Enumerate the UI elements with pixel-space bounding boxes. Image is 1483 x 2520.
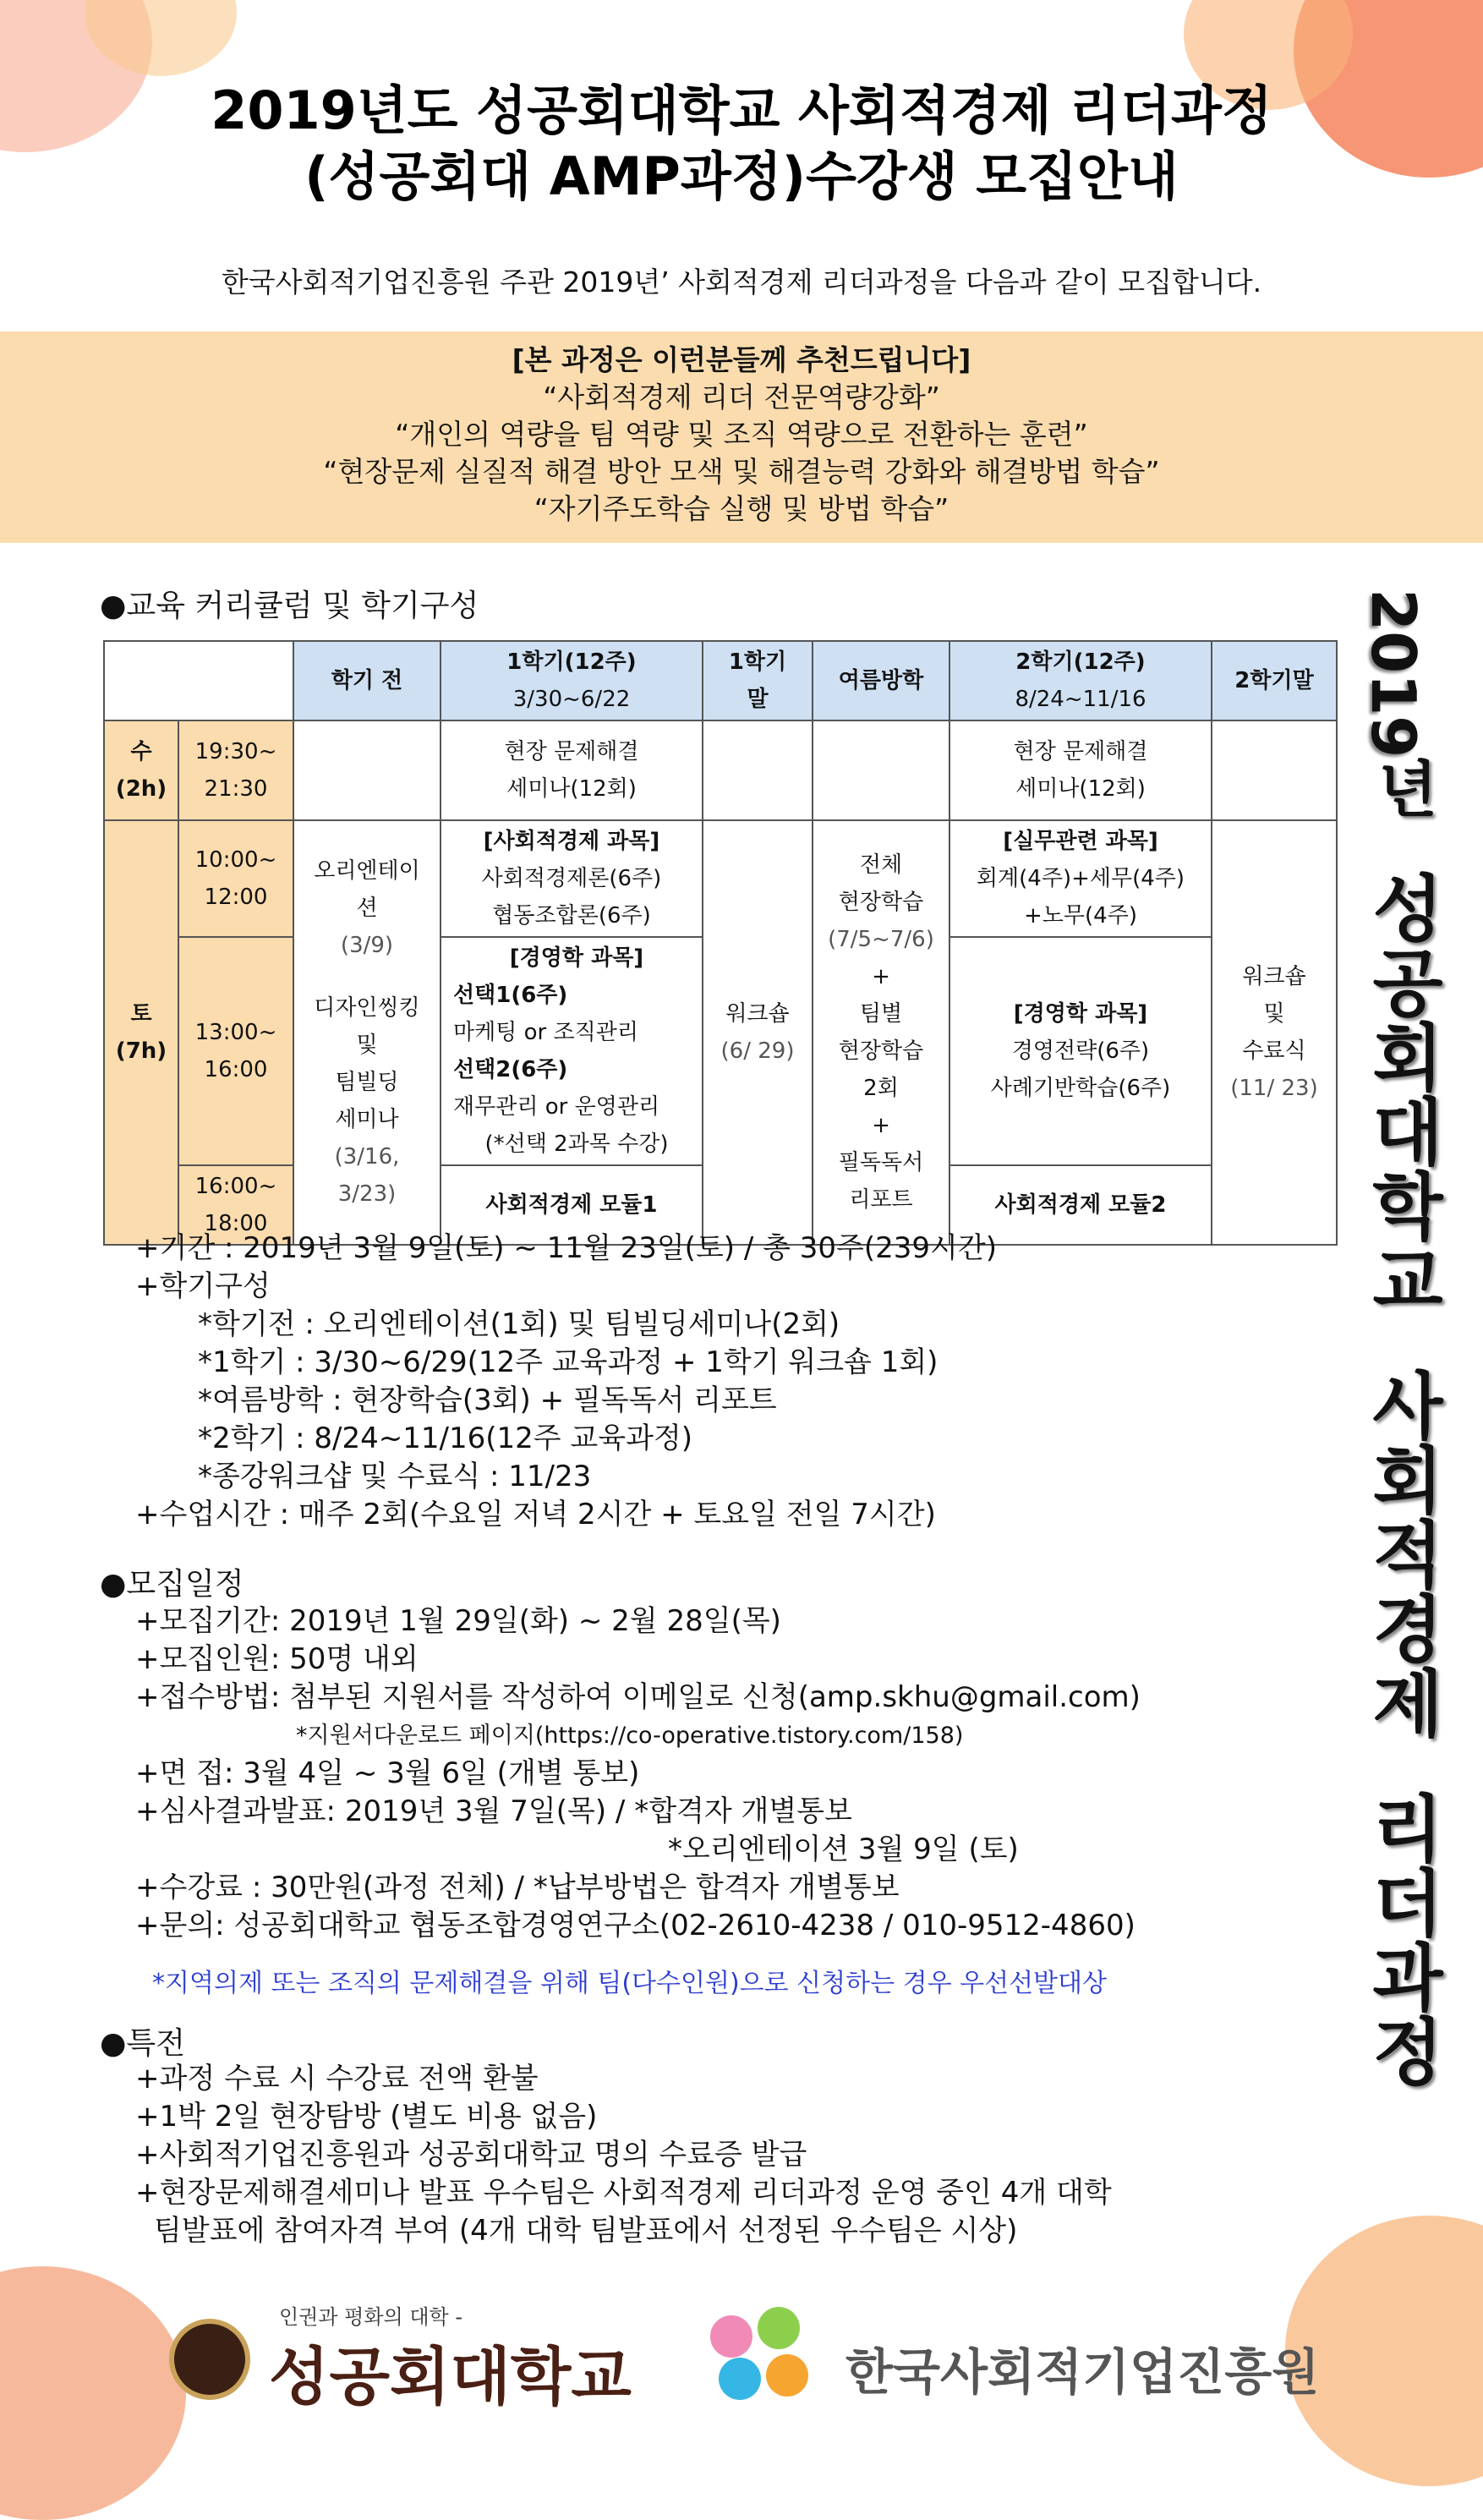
cell-text: 세미나(12회) xyxy=(1015,776,1146,802)
title-line-1: 2019년도 성공회대학교 사회적경제 리더과정 xyxy=(211,79,1272,141)
curriculum-heading-text: 교육 커리큘럼 및 학기구성 xyxy=(126,589,479,623)
cell-wed-s2 xyxy=(949,720,1212,820)
detail-hours: +수업시간 : 매주 2회(수요일 저녁 2시간 + 토요일 전일 7시간) xyxy=(135,1498,936,1531)
benefits-heading xyxy=(100,2019,185,2063)
time-sat-1 xyxy=(178,820,293,937)
recruit-period: +모집기간: 2019년 1월 29일(화) ~ 2월 28일(목) xyxy=(135,1604,781,1638)
recommend-item: “현장문제 실질적 해결 방안 모색 및 해결능력 강화와 해결방법 학습” xyxy=(323,455,1160,488)
detail-s1: *1학기 : 3/30~6/29(12주 교육과정 + 1학기 워크숍 1회) xyxy=(198,1345,939,1379)
side-char: 회 xyxy=(1372,1016,1443,1102)
detail-s2: *2학기 : 8/24~11/16(12주 교육과정) xyxy=(198,1422,693,1455)
cell-sat-s1-bm xyxy=(441,937,703,1165)
cell-text: 전체 xyxy=(859,852,903,878)
col-summer: 여름방학 xyxy=(813,641,949,720)
col-s1-end-b: 말 xyxy=(747,687,769,712)
side-char: 경 xyxy=(1372,1588,1443,1674)
time-sat-2 xyxy=(178,937,293,1165)
side-vertical-title xyxy=(1358,589,1454,2096)
side-char: 공 xyxy=(1372,942,1443,1027)
cell-text: (11/ 23) xyxy=(1230,1076,1318,1101)
cell-text: 오리엔테이 xyxy=(314,858,420,884)
time-end: 21:30 xyxy=(204,776,268,802)
cell-text: 및 xyxy=(356,1033,378,1058)
recommend-item: “사회적경제 리더 전문역량강화” xyxy=(543,381,940,414)
recruit-orientation: *오리엔테이션 3월 9일 (토) xyxy=(668,1832,1019,1866)
side-course xyxy=(1361,1788,1454,2096)
detail-summer: *여름방학 : 현장학습(3회) + 필독독서 리포트 xyxy=(198,1383,777,1417)
side-char: 회 xyxy=(1372,1439,1443,1525)
spacer xyxy=(296,964,438,989)
logo-dot xyxy=(758,2307,800,2349)
cell-text: 3/23) xyxy=(337,1181,397,1207)
time-start: 10:00~ xyxy=(194,847,277,873)
day-label: 토 xyxy=(130,1001,152,1027)
agency-logo-icon xyxy=(702,2307,820,2408)
page-title xyxy=(0,78,1483,210)
recruit-contact: +문의: 성공회대학교 협동조합경영연구소(02-2610-4238 / 010-9512-4860) xyxy=(135,1909,1136,1942)
col-s1-end xyxy=(703,641,813,720)
recommend-item: “개인의 역량을 팀 역량 및 조직 역량으로 전환하는 훈련” xyxy=(395,418,1088,451)
side-text-se xyxy=(1361,1365,1454,1748)
cell-text: 선택2(6주) xyxy=(453,1057,568,1082)
cell-text: 세미나 xyxy=(335,1107,399,1132)
side-year-digits: 2019 xyxy=(1358,589,1429,759)
bullet-icon: ● xyxy=(100,589,127,623)
cell-text: 디자인씽킹 xyxy=(314,995,420,1021)
cell-empty xyxy=(813,720,949,820)
detail-final: *종강워크샵 및 수료식 : 11/23 xyxy=(198,1460,592,1493)
cell-text: 필독독서 xyxy=(838,1150,924,1175)
details-block xyxy=(135,1230,997,1534)
cell-sat-end xyxy=(1212,820,1337,1245)
cell-sat-s1-se xyxy=(441,820,703,937)
cell-text: 회계(4주)+세무(4주) xyxy=(976,866,1185,891)
side-univ xyxy=(1361,868,1454,1325)
logo-dot xyxy=(719,2358,761,2400)
detail-pre: *학기전 : 오리엔테이션(1회) 및 팀빌딩세미나(2회) xyxy=(198,1307,840,1341)
cell-text: 팀빌딩 xyxy=(335,1070,399,1095)
side-char: 정 xyxy=(1372,2011,1443,2096)
side-text-univ xyxy=(1361,868,1454,1325)
univ-tagline: 인권과 평화의 대학 - xyxy=(279,2305,463,2329)
univ-emblem xyxy=(169,2319,250,2400)
recruit-download: *지원서다운로드 페이지(https://co-operative.tistory.com/158) xyxy=(296,1723,964,1749)
curriculum-table xyxy=(103,640,1338,1246)
cell-wed-s1 xyxy=(441,720,703,820)
recommend-box xyxy=(0,331,1483,543)
cell-text: 사례기반학습(6주) xyxy=(990,1076,1171,1101)
cell-text: 선택1(6주) xyxy=(453,983,568,1008)
spacer xyxy=(1361,1742,1454,1793)
recruit-interview: +면 접: 3월 4일 ~ 3월 6일 (개별 통보) xyxy=(135,1756,640,1790)
cell-s1-module: 사회적경제 모듈1 xyxy=(441,1165,703,1245)
agency-logo-text: 한국사회적기업진흥원 xyxy=(845,2343,1320,2401)
cell-sat-s2-bm xyxy=(949,937,1212,1165)
cell-text: [경영학 과목] xyxy=(509,945,644,971)
time-end: 18:00 xyxy=(204,1211,268,1236)
title-line-2: (성공회대 AMP과정)수강생 모집안내 xyxy=(304,145,1179,207)
col-s2 xyxy=(949,641,1212,720)
cell-text: 현장 문제해결 xyxy=(504,739,639,764)
cell-text: 세미나(12회) xyxy=(506,776,637,802)
cell-text: 워크숍 xyxy=(1242,964,1306,989)
day-hours: (7h) xyxy=(115,1038,167,1064)
side-text-year xyxy=(1358,589,1454,826)
cell-text: (3/16, xyxy=(334,1144,400,1170)
cell-text: 재무관리 or 운영관리 xyxy=(453,1094,660,1120)
cell-text: 션 xyxy=(356,896,378,921)
cell-text: 2회 xyxy=(863,1076,899,1101)
cell-text: + xyxy=(872,964,890,989)
side-char: 교 xyxy=(1372,1240,1443,1325)
cell-sat-s2-practical xyxy=(949,820,1212,937)
recruit-apply: +접수방법: 첨부된 지원서를 작성하여 이메일로 신청(amp.skhu@gmail.com) xyxy=(135,1680,1141,1714)
bullet-icon: ● xyxy=(100,1567,127,1602)
spacer xyxy=(1361,1319,1454,1370)
col-s2-label: 2학기(12주) xyxy=(1015,649,1146,675)
benefits-heading-text: 특전 xyxy=(126,2026,185,2061)
recommend-heading: [본 과정은 이런분들께 추천드립니다] xyxy=(512,343,971,376)
side-text-course xyxy=(1361,1788,1454,2096)
detail-structure: +학기구성 xyxy=(135,1269,271,1303)
col-pre: 학기 전 xyxy=(293,641,441,720)
col-s2-date: 8/24~11/16 xyxy=(1015,687,1146,712)
benefit-item: +사회적기업진흥원과 성공회대학교 명의 수료증 발급 xyxy=(135,2138,807,2172)
time-start: 19:30~ xyxy=(194,739,277,764)
recommend-item: “자기주도학습 실행 및 방법 학습” xyxy=(534,492,949,525)
side-char: 학 xyxy=(1372,1165,1443,1251)
side-char: 성 xyxy=(1372,868,1443,953)
side-char: 리 xyxy=(1372,1788,1443,1873)
benefit-item: +현장문제해결세미나 발표 우수팀은 사회적경제 리더과정 운영 중인 4개 대학 xyxy=(135,2176,1112,2210)
cell-text: 마케팅 or 조직관리 xyxy=(453,1020,638,1045)
col-s1-label: 1학기(12주) xyxy=(506,649,637,675)
time-end: 12:00 xyxy=(204,885,268,910)
logo-dot xyxy=(710,2315,752,2358)
col-s2-end: 2학기말 xyxy=(1212,641,1337,720)
cell-text: [실무관련 과목] xyxy=(1003,829,1158,854)
cell-text: 현장학습 xyxy=(838,890,924,915)
cell-text: (*선택 2과목 수강) xyxy=(484,1131,669,1157)
table-row-wed xyxy=(104,720,1337,820)
time-start: 13:00~ xyxy=(194,1020,277,1045)
cell-empty xyxy=(1212,720,1337,820)
logo-dot xyxy=(766,2354,808,2397)
day-label: 수 xyxy=(130,739,152,764)
side-char: 사 xyxy=(1372,1365,1443,1450)
recruit-heading-text: 모집일정 xyxy=(126,1567,244,1602)
side-char: 과 xyxy=(1372,1937,1443,2022)
footer xyxy=(0,2300,1483,2413)
cell-sat-pre xyxy=(293,820,441,1245)
day-sat xyxy=(104,820,178,1245)
side-se xyxy=(1361,1365,1454,1748)
cell-text: [사회적경제 과목] xyxy=(483,829,660,854)
time-start: 16:00~ xyxy=(194,1174,277,1199)
side-char: 더 xyxy=(1372,1862,1443,1948)
cell-text: (7/5~7/6) xyxy=(828,927,934,952)
cell-text: + xyxy=(872,1113,890,1138)
table-corner-cell xyxy=(104,641,293,720)
cell-text: 현장학습 xyxy=(838,1038,924,1064)
benefit-item: +과정 수료 시 수강료 전액 환불 xyxy=(135,2062,539,2095)
cell-text: (6/ 29) xyxy=(720,1038,795,1064)
cell-text: 팀별 xyxy=(859,1001,903,1027)
cell-text: 수료식 xyxy=(1242,1038,1306,1064)
cell-empty xyxy=(293,720,441,820)
table-row-sat-1 xyxy=(104,820,1337,937)
day-wed xyxy=(104,720,178,820)
univ-logo-text: 성공회대학교 xyxy=(269,2341,632,2413)
table-row xyxy=(104,641,1337,720)
cell-text: 워크숍 xyxy=(725,1001,790,1027)
cell-text: (3/9) xyxy=(340,933,394,958)
side-year-suffix: 년 xyxy=(1378,754,1437,826)
day-hours: (2h) xyxy=(115,776,167,802)
benefit-item: +1박 2일 현장탐방 (별도 비용 없음) xyxy=(135,2100,598,2134)
intro-text: 한국사회적기업진흥원 주관 2019년’ 사회적경제 리더과정을 다음과 같이 모집합니다. xyxy=(221,266,1262,299)
side-year xyxy=(1358,589,1454,826)
curriculum-heading xyxy=(100,582,479,625)
side-char: 대 xyxy=(1372,1091,1443,1176)
cell-s2-module: 사회적경제 모듈2 xyxy=(949,1165,1212,1245)
cell-text: [경영학 과목] xyxy=(1013,1001,1148,1027)
recruit-fee: +수강료 : 30만원(과정 전체) / *납부방법은 합격자 개별통보 xyxy=(135,1871,900,1904)
cell-text: 현장 문제해결 xyxy=(1013,739,1148,764)
col-s1-date: 3/30~6/22 xyxy=(512,687,631,712)
cell-text: 사회적경제론(6주) xyxy=(481,866,662,891)
recruit-result: +심사결과발표: 2019년 3월 7일(목) / *합격자 개별통보 xyxy=(135,1794,852,1828)
side-char: 적 xyxy=(1372,1514,1443,1599)
recruit-heading xyxy=(100,1560,244,1603)
col-s1 xyxy=(441,641,703,720)
priority-note: *지역의제 또는 조직의 문제해결을 위해 팀(다수인원)으로 신청하는 경우 우선선발대상 xyxy=(152,1969,1107,1998)
time-wed xyxy=(178,720,293,820)
cell-text: 리포트 xyxy=(849,1187,913,1213)
spacer xyxy=(1361,822,1454,873)
detail-period: +기간 : 2019년 3월 9일(토) ~ 11월 23일(토) / 총 30주(239시간) xyxy=(135,1231,997,1265)
cell-empty xyxy=(703,720,813,820)
recruit-count: +모집인원: 50명 내외 xyxy=(135,1642,419,1676)
cell-sat-summer xyxy=(813,820,949,1245)
cell-text: +노무(4주) xyxy=(1024,903,1137,929)
cell-text: 및 xyxy=(1263,1001,1285,1027)
recruit-block xyxy=(135,1602,1141,1945)
time-end: 16:00 xyxy=(204,1057,268,1082)
cell-text: 경영전략(6주) xyxy=(1011,1038,1150,1064)
benefit-item: 팀발표에 참여자격 부여 (4개 대학 팀발표에서 선정된 우수팀은 시상) xyxy=(154,2214,1018,2248)
side-char: 제 xyxy=(1372,1663,1443,1748)
col-s1-end-a: 1학기 xyxy=(728,649,787,675)
bullet-icon: ● xyxy=(100,2026,127,2061)
cell-sat-workshop xyxy=(703,820,813,1245)
cell-text: 협동조합론(6주) xyxy=(492,903,651,929)
benefits-block xyxy=(135,2060,1112,2250)
